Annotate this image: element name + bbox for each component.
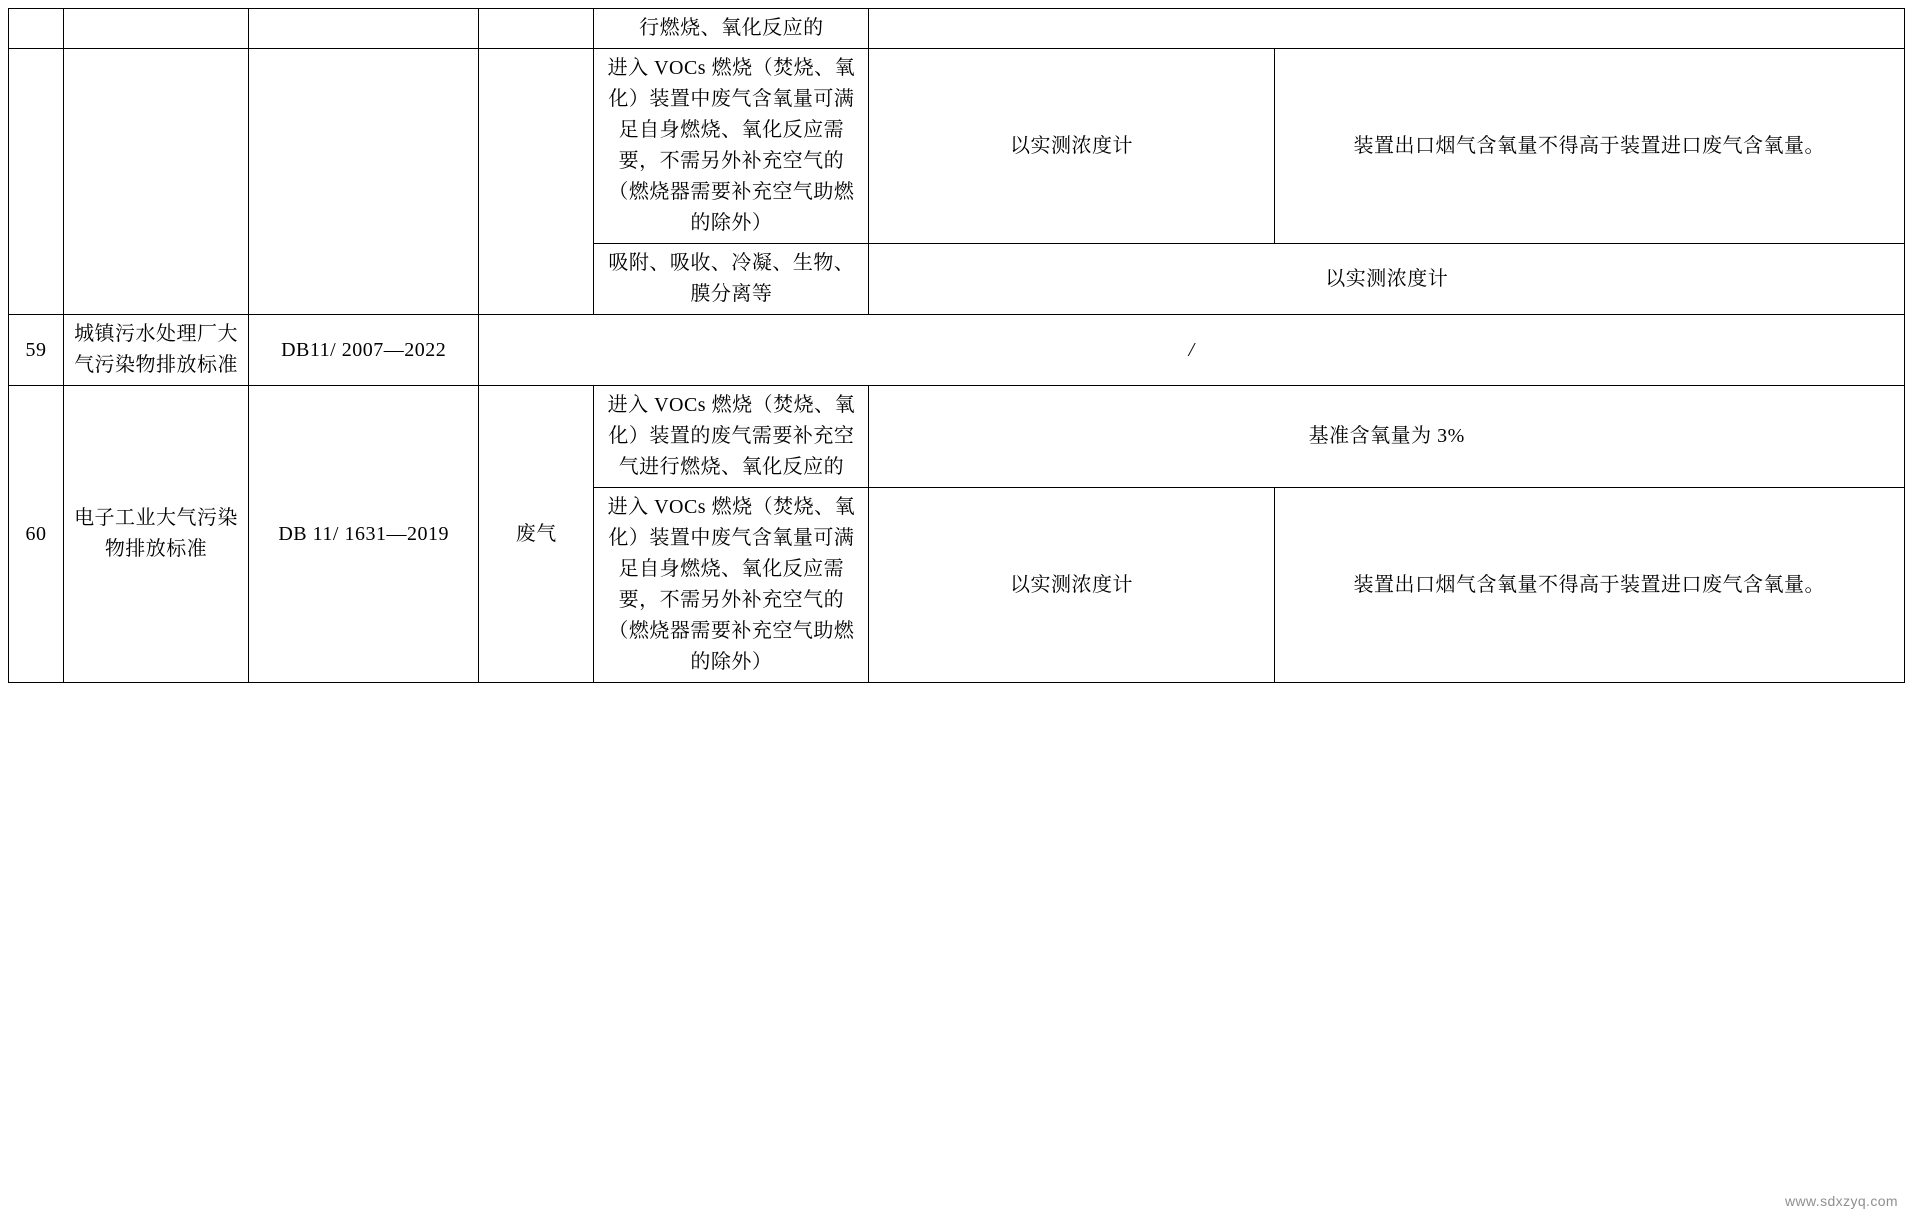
cell-standard-name xyxy=(64,49,249,315)
site-watermark: www.sdxzyq.com xyxy=(1785,1193,1898,1209)
cell-conversion-requirement: 以实测浓度计 xyxy=(869,49,1274,244)
emission-standards-table xyxy=(8,8,1905,683)
table-row xyxy=(9,49,1905,244)
table-row xyxy=(9,9,1905,49)
cell-condition: 进入 VOCs 燃烧（焚烧、氧化）装置中废气含氧量可满足自身燃烧、氧化反应需要，不需另外补充空气的（燃烧器需要补充空气助燃的除外） xyxy=(594,488,869,683)
table-row xyxy=(9,386,1905,488)
cell-standard-code xyxy=(249,49,479,315)
cell-row-number xyxy=(9,9,64,49)
cell-standard-name: 电子工业大气污染物排放标准 xyxy=(64,386,249,683)
cell-row-number: 60 xyxy=(9,386,64,683)
cell-standard-name: 城镇污水处理厂大气污染物排放标准 xyxy=(64,315,249,386)
cell-category xyxy=(479,9,594,49)
cell-conversion-requirement: 基准含氧量为 3% xyxy=(869,386,1905,488)
cell-conversion-requirement: 以实测浓度计 xyxy=(869,244,1905,315)
cell-condition: 进入 VOCs 燃烧（焚烧、氧化）装置中废气含氧量可满足自身燃烧、氧化反应需要，不需另外补充空气的（燃烧器需要补充空气助燃的除外） xyxy=(594,49,869,244)
cell-category: 废气 xyxy=(479,386,594,683)
cell-remark: 装置出口烟气含氧量不得高于装置进口废气含氧量。 xyxy=(1274,49,1904,244)
cell-not-applicable: / xyxy=(479,315,1905,386)
cell-standard-code: DB 11/ 1631—2019 xyxy=(249,386,479,683)
cell-standard-code: DB11/ 2007—2022 xyxy=(249,315,479,386)
cell-category xyxy=(479,49,594,315)
cell-condition: 行燃烧、氧化反应的 xyxy=(594,9,869,49)
table-row xyxy=(9,315,1905,386)
cell-condition: 进入 VOCs 燃烧（焚烧、氧化）装置的废气需要补充空气进行燃烧、氧化反应的 xyxy=(594,386,869,488)
cell-row-number: 59 xyxy=(9,315,64,386)
cell-remark: 装置出口烟气含氧量不得高于装置进口废气含氧量。 xyxy=(1274,488,1904,683)
cell-standard-code xyxy=(249,9,479,49)
cell-standard-name xyxy=(64,9,249,49)
cell-condition: 吸附、吸收、冷凝、生物、膜分离等 xyxy=(594,244,869,315)
cell-conversion-requirement: 以实测浓度计 xyxy=(869,488,1274,683)
cell-conversion xyxy=(869,9,1905,49)
cell-row-number xyxy=(9,49,64,315)
